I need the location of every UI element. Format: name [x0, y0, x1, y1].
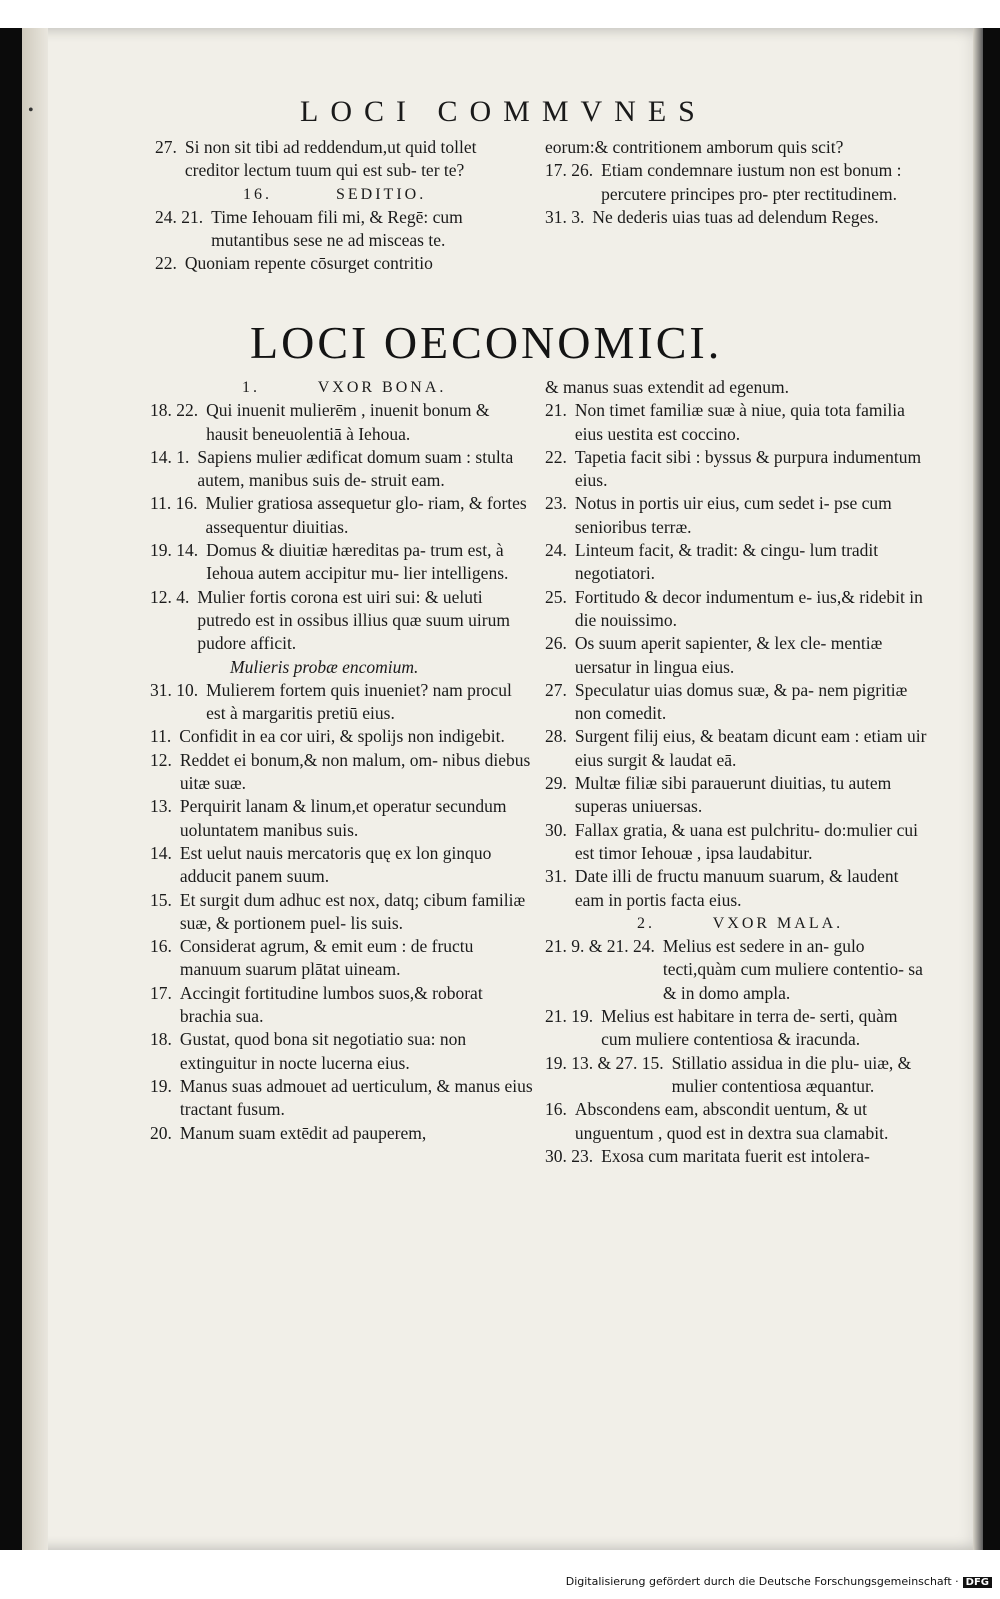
page-edge — [973, 28, 983, 1550]
verse-entry — [545, 725, 930, 772]
verse-entry — [545, 539, 930, 586]
verse-text: Tapetia facit sibi : byssus & purpura indumentum eius. — [574, 446, 922, 491]
verse-reference: 31. — [545, 866, 567, 887]
verse-text: Date illi de fructu manuum suarum, & laudent eam in portis facta eius. — [574, 866, 899, 910]
verse-text: Si non sit tibi ad reddendum,ut quid tollet creditor lectum tuum qui est sub- ter te? — [184, 137, 477, 181]
verse-reference: 21. 19. — [545, 1006, 594, 1027]
verse-entry — [150, 1028, 535, 1075]
column-bottom-left — [150, 376, 535, 1145]
verse-text: Os suum aperit sapienter, & lex cle- mentiæ uersatur in lingua eius. — [574, 633, 883, 677]
credit-text: Digitalisierung gefördert durch die Deutsche Forschungsgemeinschaft · — [565, 1575, 959, 1588]
verse-entry — [150, 679, 535, 726]
verse-text: Manum suam extēdit ad pauperem, — [179, 1122, 427, 1143]
digitization-credit — [566, 1575, 992, 1588]
verse-entry — [545, 586, 930, 633]
verse-text: Mulier gratiosa assequetur glo- riam, & fortes assequentur diuitias. — [205, 493, 527, 537]
verse-entry — [150, 982, 535, 1029]
running-head: LOCI COMMVNES — [300, 95, 707, 128]
verse-entry — [150, 749, 535, 796]
page-gutter — [22, 28, 48, 1550]
verse-entry — [545, 206, 930, 229]
verse-text: Confidit in ea cor uiri, & spolijs non indigebit. — [179, 726, 505, 747]
section-heading-uxor-mala — [545, 912, 930, 935]
verse-entry — [545, 679, 930, 726]
verse-entry — [545, 632, 930, 679]
entry-list — [155, 136, 530, 183]
verse-text: Reddet ei bonum,& non malum, om- nibus diebus uitæ suæ. — [179, 749, 531, 794]
verse-reference: 15. — [150, 889, 172, 910]
verse-text: Melius est habitare in terra de- serti, quàm cum muliere contentiosa & iracunda. — [601, 1006, 898, 1050]
verse-reference: 12. — [150, 749, 172, 770]
verse-reference: 22. — [545, 446, 567, 467]
column-top-left — [155, 136, 530, 276]
verse-text: Perquirit lanam & linum,et operatur secundum uoluntatem manibus suis. — [179, 796, 507, 840]
verse-reference: 21. 9. & 21. 24. — [545, 936, 655, 957]
verse-entry — [150, 539, 535, 586]
column-top-right — [545, 136, 930, 229]
margin-mark: • — [28, 102, 34, 119]
verse-text: Ne dederis uias tuas ad delendum Reges. — [592, 206, 879, 227]
verse-entry — [545, 1098, 930, 1145]
verse-text: Surgent filij eius, & beatam dicunt eam : etiam uir eius surgit & laudat eā. — [574, 726, 927, 770]
verse-entry — [150, 795, 535, 842]
verse-reference: 14. 1. — [150, 446, 190, 467]
verse-text: Melius est sedere in an- gulo tecti,quàm cum muliere contentio- sa & in domo ampla. — [662, 936, 923, 1003]
verse-reference: 30. 23. — [545, 1145, 594, 1166]
verse-entry — [150, 725, 535, 748]
verse-entry — [545, 1052, 930, 1099]
verse-reference: 19. — [150, 1075, 172, 1096]
verse-reference: 26. — [545, 633, 567, 654]
verse-entry — [545, 1005, 930, 1052]
section-title: VXOR BONA. — [317, 379, 447, 396]
verse-text: Stillatio assidua in die plu- uiæ, & mulier contentiosa æquantur. — [671, 1052, 912, 1096]
verse-text: Et surgit dum adhuc est nox, datq; cibum familiæ suæ, & portionem puel- lis suis. — [179, 889, 526, 933]
verse-text: eorum:& contritionem amborum quis scit? — [545, 137, 844, 157]
verse-reference: 12. 4. — [150, 586, 190, 607]
verse-entry — [150, 586, 535, 656]
verse-text: Abscondens eam, abscondit uentum, & ut unguentum , quod est in dextra sua clamabit. — [574, 1099, 889, 1143]
verse-entry — [150, 842, 535, 889]
verse-reference: 21. — [545, 400, 567, 421]
verse-reference: 19. 13. & 27. 15. — [545, 1052, 664, 1073]
verse-entry — [545, 136, 930, 159]
verse-text: Qui inuenit mulierēm , inuenit bonum & hausit beneuolentiā à Iehoua. — [206, 400, 490, 444]
verse-entry — [545, 1145, 930, 1168]
verse-entry — [545, 865, 930, 912]
verse-text: Mulier fortis corona est uiri sui: & ueluti putredo est in ossibus illius quæ suum uirum pudore afficit. — [197, 586, 510, 654]
entry-list — [150, 679, 535, 1145]
verse-reference: 28. — [545, 726, 567, 747]
entry-list — [545, 376, 930, 912]
verse-reference: 14. — [150, 842, 172, 863]
verse-entry — [150, 446, 535, 493]
verse-reference: 20. — [150, 1122, 172, 1143]
verse-reference: 30. — [545, 819, 567, 840]
verse-reference: 18. — [150, 1029, 172, 1050]
section-number: 16. — [243, 185, 272, 203]
section-title: SEDITIO. — [336, 185, 427, 203]
entry-list — [150, 399, 535, 655]
verse-entry — [150, 1122, 535, 1145]
verse-reference: 18. 22. — [150, 400, 199, 421]
verse-reference: 16. — [150, 936, 172, 957]
verse-entry — [150, 399, 535, 446]
section-number: 2. — [637, 914, 655, 932]
verse-text: Non timet familiæ suæ à niue, quia tota familia eius uestita est coccino. — [574, 400, 905, 444]
verse-text: Mulierem fortem quis inueniet? nam procul est à margaritis pretiū eius. — [206, 679, 512, 724]
verse-reference: 22. — [155, 253, 177, 274]
verse-reference: 17. — [150, 982, 172, 1003]
verse-text: Etiam condemnare iustum non est bonum : percutere principes pro- pter rectitudinem. — [601, 160, 902, 204]
verse-entry — [545, 819, 930, 866]
verse-reference: 19. 14. — [150, 540, 199, 561]
verse-text: Manus suas admouet ad uerticulum, & manus eius tractant fusum. — [179, 1075, 533, 1120]
verse-entry — [545, 492, 930, 539]
verse-text: Accingit fortitudine lumbos suos,& roborat brachia sua. — [179, 982, 483, 1027]
verse-entry — [155, 136, 530, 183]
verse-reference: 31. 10. — [150, 679, 199, 700]
verse-reference: 27. — [155, 137, 177, 157]
verse-entry — [545, 399, 930, 446]
verse-text: Sapiens mulier ædificat domum suam : stulta autem, manibus suis de- struit eam. — [197, 446, 514, 491]
subheading-encomium: Mulieris probæ encomium. — [230, 656, 419, 677]
verse-text: Domus & diuitiæ hæreditas pa- trum est, à Iehoua autem accipitur mu- lier intelligens. — [206, 540, 509, 584]
verse-text: Linteum facit, & tradit: & cingu- lum tradit negotiatori. — [574, 540, 879, 584]
verse-reference: 25. — [545, 586, 567, 607]
section-title: VXOR MALA. — [712, 914, 844, 932]
dfg-logo: DFG — [963, 1577, 992, 1588]
entry-list — [155, 206, 530, 276]
verse-reference: 24. 21. — [155, 206, 204, 227]
verse-text: Considerat agrum, & emit eum : de fructu manuum suarum plātat uineam. — [179, 936, 474, 980]
verse-reference: 11. — [150, 726, 172, 747]
verse-entry — [150, 492, 535, 539]
verse-reference: 16. — [545, 1099, 567, 1120]
verse-reference: 17. 26. — [545, 160, 594, 181]
verse-text: & manus suas extendit ad egenum. — [545, 377, 789, 397]
verse-reference: 23. — [545, 493, 567, 514]
verse-text: Time Iehouam fili mi, & Regē: cum mutantibus sese ne ad misceas te. — [211, 206, 463, 251]
verse-text: Fallax gratia, & uana est pulchritu- do:mulier cui est timor Iehouæ , ipsa laudabitur. — [574, 819, 918, 863]
verse-entry — [545, 935, 930, 1005]
verse-reference: 13. — [150, 796, 172, 817]
verse-entry — [150, 1075, 535, 1122]
verse-reference: 24. — [545, 540, 567, 561]
verse-text: Quoniam repente cōsurget contritio — [184, 253, 433, 274]
section-number: 1. — [242, 379, 260, 396]
verse-entry — [150, 935, 535, 982]
verse-text: Speculatur uias domus suæ, & pa- nem pigritiæ non comedit. — [574, 679, 908, 724]
section-heading-seditio — [155, 183, 530, 206]
verse-text: Notus in portis uir eius, cum sedet i- pse cum senioribus terræ. — [574, 493, 892, 537]
verse-entry — [155, 206, 530, 253]
verse-reference: 27. — [545, 679, 567, 700]
column-bottom-right — [545, 376, 930, 1168]
entry-list — [545, 935, 930, 1168]
verse-entry — [545, 159, 930, 206]
verse-text: Multæ filiæ sibi parauerunt diuitias, tu autem superas uniuersas. — [574, 773, 892, 817]
entry-list — [545, 136, 930, 229]
verse-text: Fortitudo & decor indumentum e- ius,& ridebit in die nouissimo. — [574, 586, 923, 630]
verse-text: Gustat, quod bona sit negotiatio sua: non extinguitur in nocte lucerna eius. — [179, 1029, 467, 1073]
verse-text: Est uelut nauis mercatoris quę ex lon ginquo adducit panem suum. — [179, 842, 492, 887]
verse-entry — [155, 252, 530, 275]
section-heading-uxor-bona — [150, 376, 535, 399]
verse-entry — [150, 889, 535, 936]
verse-reference: 29. — [545, 773, 567, 794]
verse-reference: 31. 3. — [545, 206, 585, 227]
verse-text: Exosa cum maritata fuerit est intolera- — [601, 1145, 870, 1166]
verse-entry — [545, 772, 930, 819]
verse-entry — [545, 446, 930, 493]
verse-reference: 11. 16. — [150, 493, 198, 514]
verse-entry — [545, 376, 930, 399]
main-heading: LOCI OECONOMICI. — [250, 317, 723, 368]
